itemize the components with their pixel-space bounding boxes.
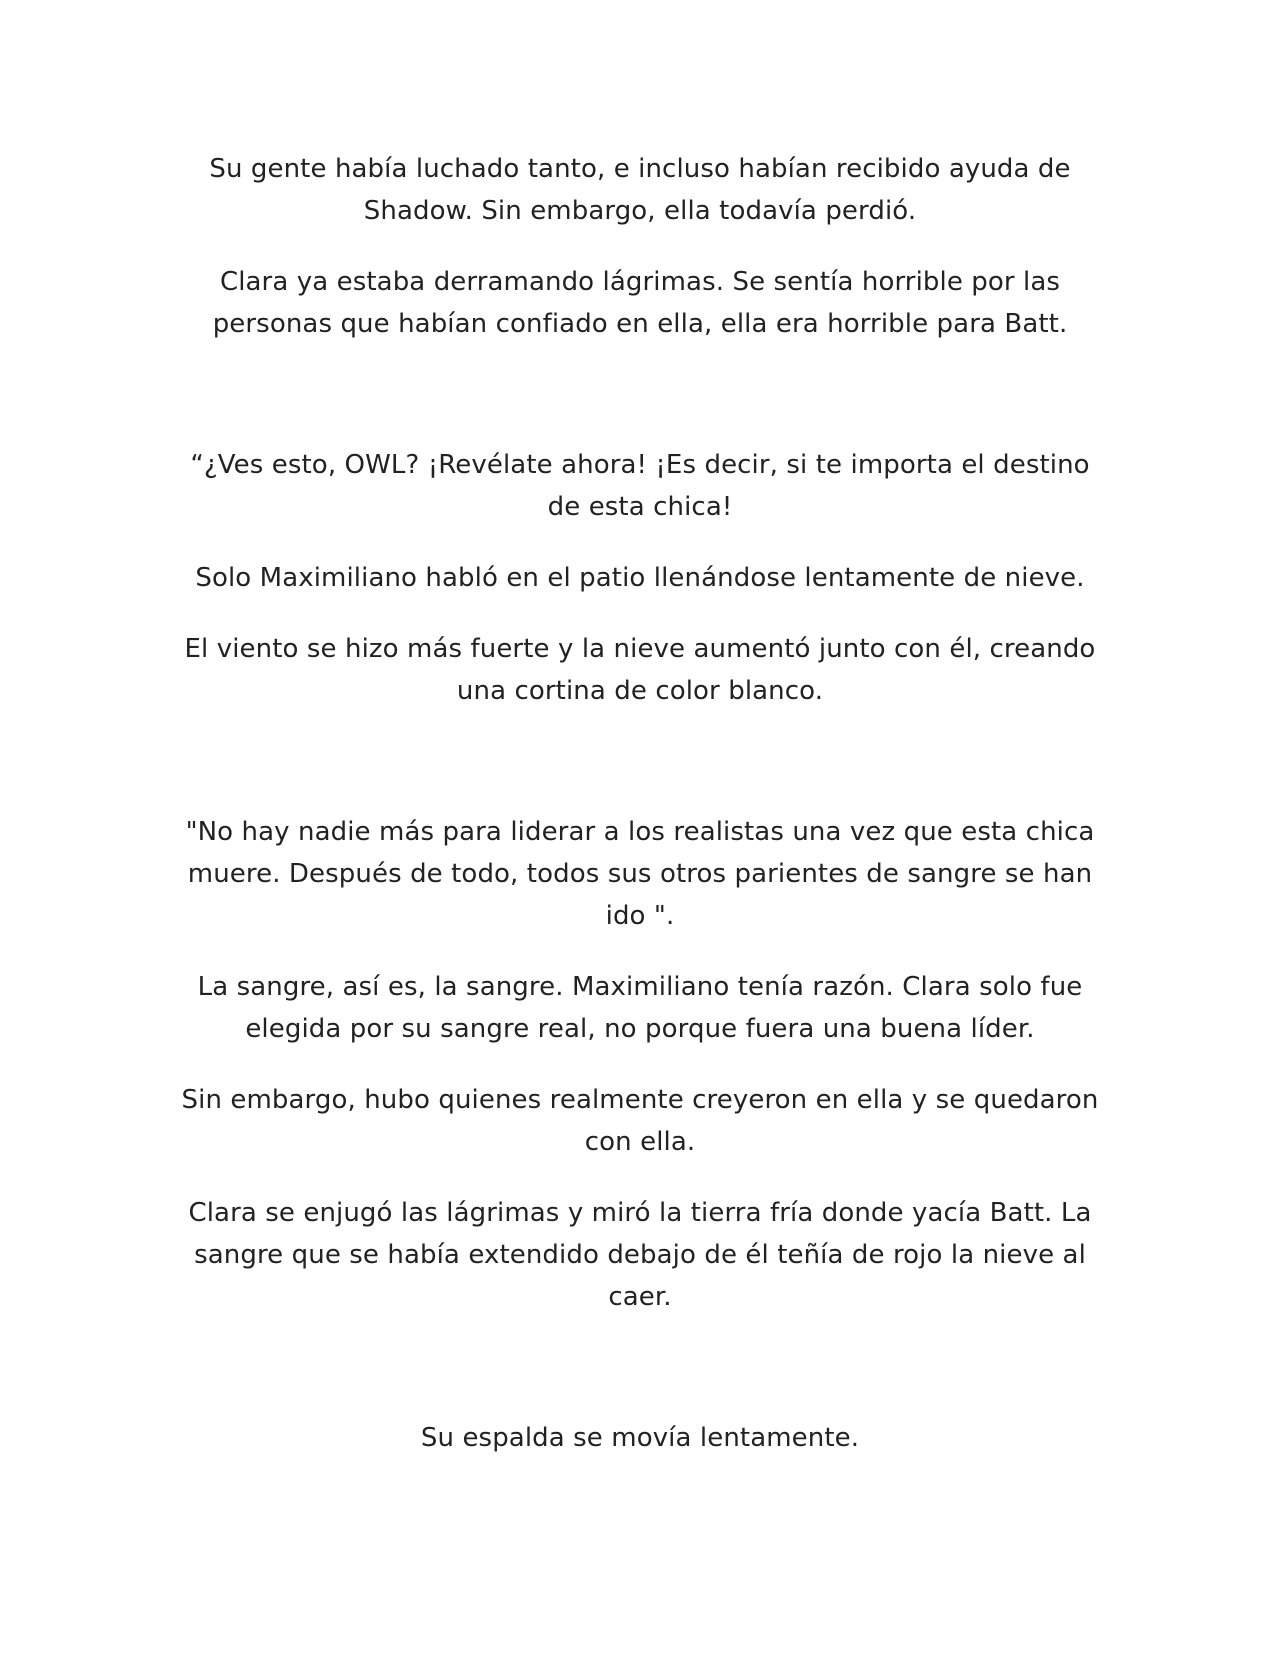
paragraph-9: Clara se enjugó las lágrimas y miró la tierra fría donde yacía Batt. La sangre que se había extendido debajo de él teñía de rojo la nieve al caer. [188,1198,1092,1312]
paragraph-2: Clara ya estaba derramando lágrimas. Se sentía horrible por las personas que habían confiado en ella, ella era horrible para Batt. [212,267,1068,339]
paragraph-1: Su gente había luchado tanto, e incluso habían recibido ayuda de Shadow. Sin embargo, ella todavía perdió. [209,154,1071,226]
paragraph-6: "No hay nadie más para liderar a los realistas una vez que esta chica muere. Después de todo, todos sus otros parientes de sangre se han ido ". [185,817,1095,931]
paragraph-3: “¿Ves esto, OWL? ¡Revélate ahora! ¡Es decir, si te importa el destino de esta chica! [190,450,1090,522]
paragraph-7: La sangre, así es, la sangre. Maximiliano tenía razón. Clara solo fue elegida por su sangre real, no porque fuera una buena líder. [197,972,1083,1044]
paragraph-10: Su espalda se movía lentamente. [420,1423,860,1453]
paragraph-4: Solo Maximiliano habló en el patio llenándose lentamente de nieve. [195,563,1085,593]
paragraph-8: Sin embargo, hubo quienes realmente creyeron en ella y se quedaron con ella. [181,1085,1099,1157]
paragraph-5: El viento se hizo más fuerte y la nieve aumentó junto con él, creando una cortina de color blanco. [184,634,1096,706]
